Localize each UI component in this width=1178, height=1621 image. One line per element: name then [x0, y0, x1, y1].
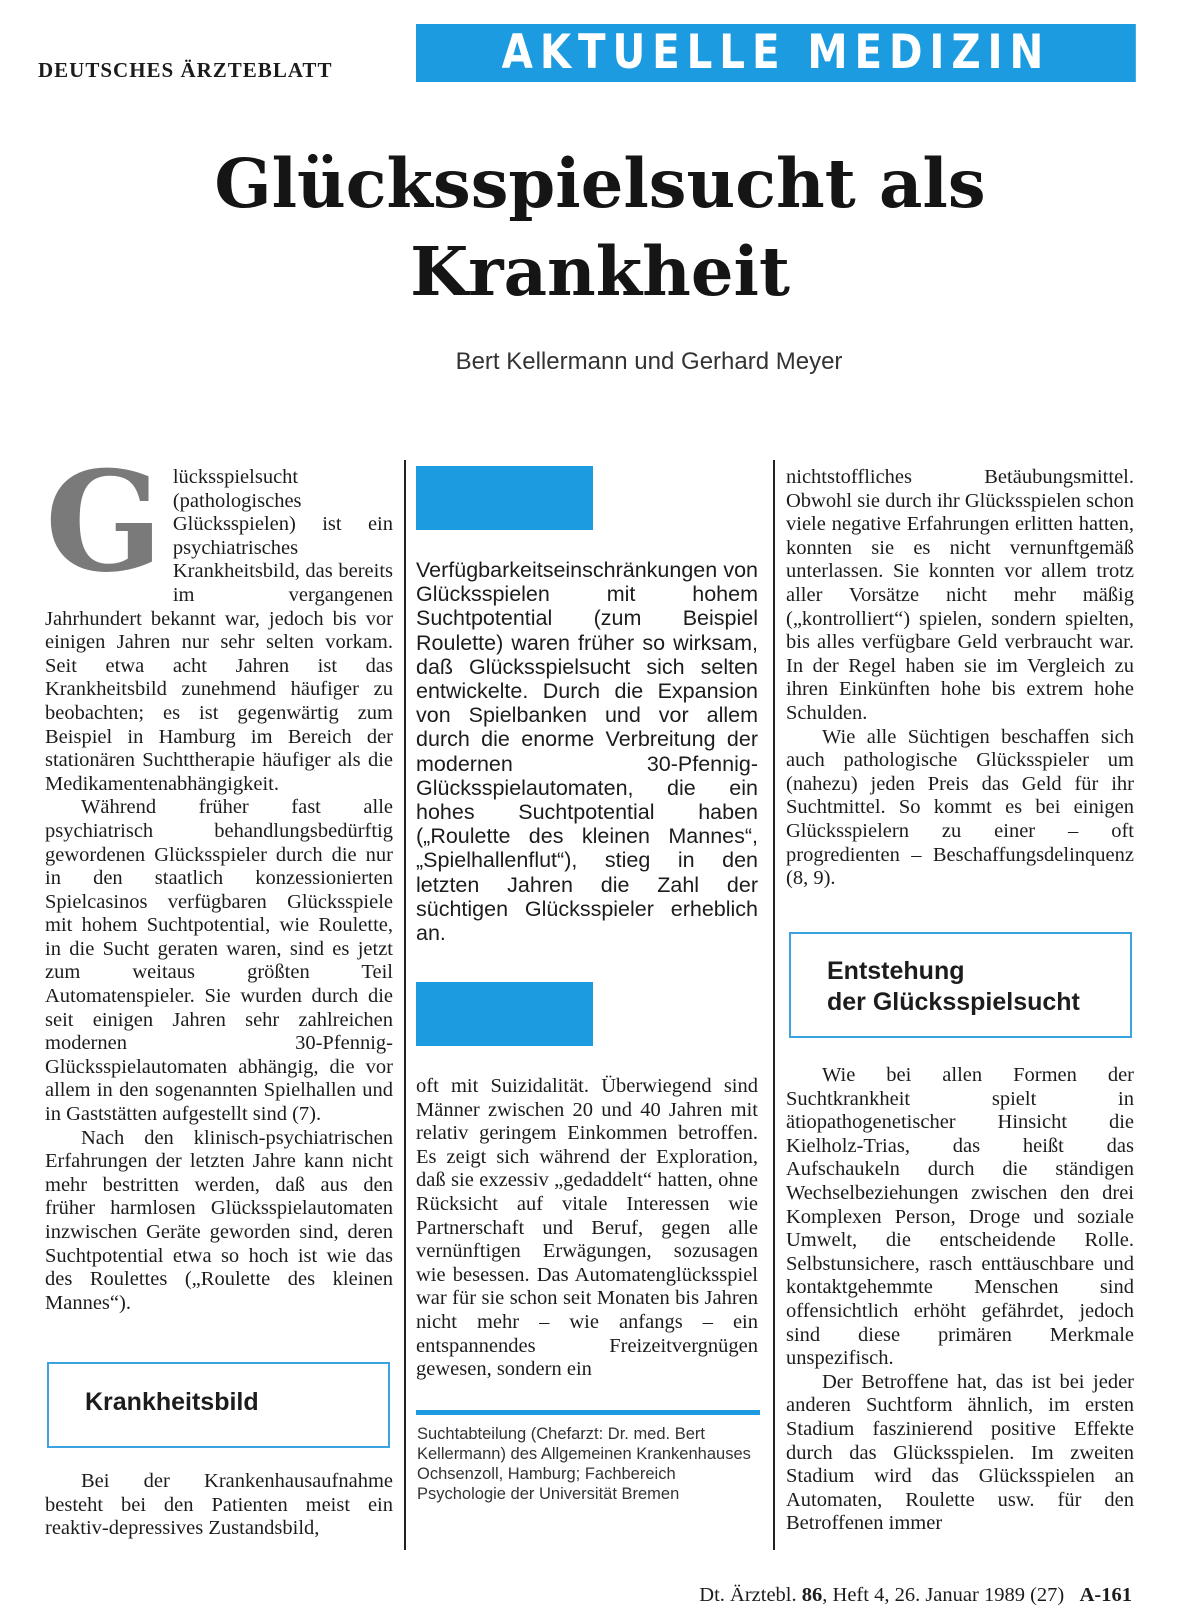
affiliation-note: Suchtabteilung (Chefarzt: Dr. med. Bert Kellermann) des Allgemeinen Krankenhauses Ochsenzoll, Hamburg; Fachbereich Psychologie der Universität Bremen: [417, 1425, 751, 1503]
paragraph: Verfügbarkeitseinschränkungen von Glücksspielen mit hohem Suchtpotential (zum Beispiel Roulette) waren früher so wirksam, daß Glücksspielsucht sich selten entwickelte. Durch die Expansion von Spielbanken und vor allem durch die enorme Verbreitung der modernen 30-Pfennig-Glücksspielautomaten, die ein hohes Suchtpotential haben („Roulette des kleinen Mannes“, „Spielhallenflut“), stieg in den letzten Jahren die Zahl der süchtigen Glücksspieler erheblich an.: [416, 558, 758, 946]
journal-name: DEUTSCHES ÄRZTEBLATT: [38, 58, 333, 82]
paragraph: oft mit Suizidalität. Überwiegend sind Männer zwischen 20 und 40 Jahren mit relativ geringem Einkommen betroffen. Es zeigt sich während der Exploration, daß sie exzessiv „gedaddelt“ hatten, ohne Rücksicht auf vitale Interessen wie Partnerschaft und Beruf, gegen alle vernünftigen Erwägungen, sozusagen wie besessen. Das Automatenglücksspiel war für sie schon seit Monaten bis Jahren nicht mehr – wie anfangs – ein entspannendes Freizeitvergnügen gewesen, sondern ein: [416, 1075, 758, 1381]
affiliation-rule: [416, 1410, 760, 1415]
paragraph: nichtstoffliches Betäubungsmittel. Obwohl sie durch ihr Glücksspielen schon viele negative Erfahrungen erlitten hatten, konnten sie es nicht vernunftgemäß unterlassen. Sie konnten vor allem trotz aller Vorsätze nicht mehr mäßig („kontrolliert“) spielen, sondern spielten, bis alles verfügbare Geld verbraucht war. In der Regel haben sie im Vergleich zu ihren Einkünften hohe bis extrem hohe Schulden.: [786, 466, 1134, 724]
pull-quote-block-2: [416, 982, 593, 1046]
subheading-box-entstehung: [789, 932, 1132, 1038]
subheading-line: Entstehung: [827, 957, 965, 985]
paragraph: Wie alle Süchtigen beschaffen sich auch pathologische Glücksspieler um (nahezu) jeden Preis das Geld für ihr Suchtmittel. So kommt es bei einigen Glücksspielern zu einer – oft progredienten – Beschaffungsdelinquenz (8, 9).: [786, 725, 1134, 890]
subheading: Krankheitsbild: [85, 1388, 259, 1416]
column-3: [786, 466, 1134, 891]
citation-prefix: Dt. Ärztebl.: [699, 1584, 797, 1606]
pull-quote-block-1: [416, 466, 593, 530]
subheading-box-krankheitsbild: [47, 1362, 390, 1448]
column-2-serif: [416, 1075, 758, 1382]
citation-volume: 86: [801, 1584, 823, 1606]
column-1-continued: [45, 1470, 393, 1541]
page-number: A-161: [1079, 1584, 1132, 1606]
column-2-sans: [416, 558, 758, 945]
article-authors: Bert Kellermann und Gerhard Meyer: [455, 348, 843, 375]
column-1: [45, 440, 393, 1315]
column-3-continued: [786, 1064, 1134, 1536]
section-banner: AKTUELLE MEDIZIN: [416, 24, 1136, 82]
subheading-line: der Glücksspielsucht: [827, 988, 1080, 1016]
paragraph: Nach den klinisch-psychiatrischen Erfahrungen der letzten Jahre kann nicht mehr bestritten werden, daß aus den früher harmlosen Glücksspielautomaten inzwischen Geräte geworden sind, deren Suchtpotential etwa so hoch ist wie das des Roulettes („Roulette des kleinen Mannes“).: [45, 1126, 393, 1314]
column-rule-2: [773, 460, 775, 1550]
citation-rest: , Heft 4, 26. Januar 1989 (27): [822, 1584, 1065, 1606]
paragraph: lücksspielsucht (pathologisches Glücksspielen) ist ein psychiatrisches Krankheitsbild, das bereits im vergangenen Jahrhundert bekannt war, jedoch bis vor einigen Jahren nur sehr selten vorkam. Seit etwa acht Jahren ist das Krankheitsbild zunehmend häufiger zu beobachten; es ist gegenwärtig zum Beispiel in Hamburg im Bereich der stationären Suchttherapie häufiger als die Medikamentenabhängigkeit.: [45, 466, 393, 795]
article-title: Glücksspielsucht als Krankheit: [214, 144, 986, 311]
paragraph: Der Betroffene hat, das ist bei jeder anderen Suchtform ähnlich, im ersten Stadium faszinierend positive Effekte durch das Glücksspielen. Im zweiten Stadium wird das Glücksspielen an Automaten, Roulette usw. für den Betroffenen immer: [786, 1370, 1134, 1535]
paragraph: Während früher fast alle psychiatrisch behandlungsbedürftig gewordenen Glücksspieler durch die nur in den staatlich konzessionierten Spielcasinos verfügbaren Glücksspiele mit hohem Suchtpotential, wie Roulette, in die Sucht geraten waren, sind es jetzt zum weitaus größten Teil Automatenspieler. Sie wurden durch die seit einigen Jahren sehr zahlreichen modernen 30-Pfennig-Glücksspielautomaten abhängig, die vor allem in den sogenannten Spielhallen und in Gaststätten aufgestellt sind (7).: [45, 796, 393, 1126]
paragraph: Wie bei allen Formen der Suchtkrankheit spielt in ätiopathogenetischer Hinsicht die Kielholz-Trias, das heißt das Aufschaukeln durch die ständigen Wechselbeziehungen zwischen den drei Komplexen Person, Droge und soziale Umwelt, die entscheidende Rolle. Selbstunsichere, rasch enttäuschbare und kontaktgehemmte Menschen sind offensichtlich erhöht gefährdet, jedoch sind diese primären Merkmale unspezifisch.: [786, 1064, 1134, 1370]
page-footer: [699, 1584, 1132, 1607]
drop-cap: G: [45, 440, 163, 603]
column-rule-1: [404, 460, 406, 1550]
paragraph: Bei der Krankenhausaufnahme besteht bei den Patienten meist ein reaktiv-depressives Zustandsbild,: [45, 1470, 393, 1540]
